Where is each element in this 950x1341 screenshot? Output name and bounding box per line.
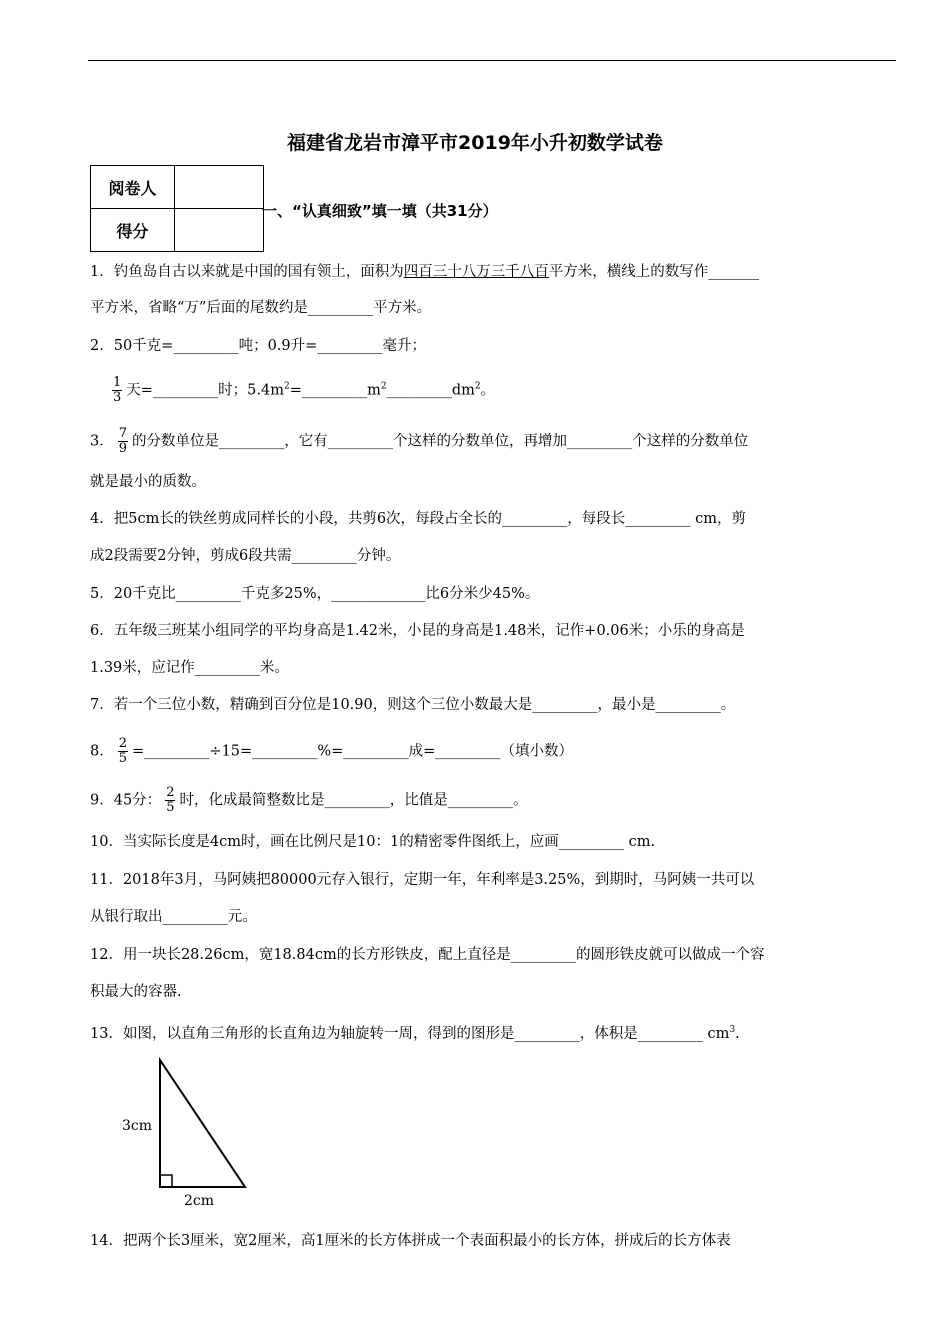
page-title: 福建省龙岩市漳平市2019年小升初数学试卷	[287, 132, 663, 154]
fraction: $\frac{7}{9}$	[118, 426, 128, 456]
question-2-line-2: $\frac{1}{3}$ 天=_________时；$5.4m^2=\_\_\_\_\_\_\_\_\_m^2\_\_\_\_\_\_\_\_\_dm^2$。	[113, 375, 496, 405]
right-angle-marker	[160, 1175, 172, 1187]
header-rule	[88, 60, 896, 61]
question-12-line-2: 积最大的容器.	[90, 984, 182, 1000]
question-11-line-2: 从银行取出_________元。	[90, 909, 257, 925]
question-9: 9．45分： $\frac{2}{5}$ 时，化成最简整数比是_________，比值是_________。	[90, 785, 528, 815]
question-5: 5．20千克比_________千克多25%，_____________比6分米少45%。	[90, 586, 540, 602]
q1-text-a: 1．钓鱼岛自古以来就是中国的国有领土，面积为	[90, 264, 404, 280]
triangle-shape	[160, 1060, 245, 1187]
score-table	[90, 165, 264, 252]
question-8: 8． $\frac{2}{5}$ =_________÷15=_________%=_________成=_________（填小数）	[90, 736, 573, 766]
right-triangle-figure	[118, 1055, 258, 1215]
score-cell	[175, 209, 264, 252]
question-6-line-2: 1.39米，应记作_________米。	[90, 660, 290, 676]
question-11-line-1: 11．2018年3月，马阿姨把80000元存入银行，定期一年，年利率是3.25%，到期时，马阿姨一共可以	[90, 872, 755, 888]
question-1-line-1	[90, 262, 759, 282]
height-label: 3cm	[122, 1118, 153, 1134]
fraction: $\frac{2}{5}$	[118, 736, 128, 766]
question-14: 14．把两个长3厘米，宽2厘米，高1厘米的长方体拼成一个表面积最小的长方体，拼成后的长方体表	[90, 1233, 731, 1249]
question-10: 10．当实际长度是4cm时，画在比例尺是10：1的精密零件图纸上，应画_________ cm.	[90, 834, 656, 850]
grader-cell	[175, 166, 264, 209]
question-4-line-1: 4．把5cm长的铁丝剪成同样长的小段，共剪6次，每段占全长的_________，每段长_________ cm，剪	[90, 511, 747, 527]
fraction: $\frac{2}{5}$	[166, 785, 175, 815]
question-12-line-1: 12．用一块长28.26cm，宽18.84cm的长方形铁皮，配上直径是_________的圆形铁皮就可以做成一个容	[90, 947, 765, 963]
question-13: 13．如图，以直角三角形的长直角边为轴旋转一周，得到的图形是_________，体积是_________ $cm^3$.	[90, 1025, 740, 1042]
question-1-line-2: 平方米，省略“万”后面的尾数约是_________平方米。	[90, 300, 432, 316]
base-label: 2cm	[184, 1193, 215, 1209]
q1-text-b: 平方米，横线上的数写作_______	[548, 264, 759, 280]
question-3-line-2: 就是最小的质数。	[90, 474, 206, 490]
question-7: 7．若一个三位小数，精确到百分位是10.90，则这个三位小数最大是_________，最小是_________。	[90, 697, 736, 713]
question-2-line-1: 2．50千克=_________吨；0.9升=_________毫升；	[90, 338, 427, 354]
grader-label: 阅卷人	[91, 166, 175, 209]
q1-underlined-number: 四百三十八万三千八百	[403, 264, 549, 280]
question-3-line-1: 3． $\frac{7}{9}$ 的分数单位是_________，它有_________个这样的分数单位，再增加_________个这样的分数单位	[90, 426, 749, 456]
section-heading: 一、“认真细致”填一填（共31分）	[262, 202, 498, 220]
score-label: 得分	[91, 209, 175, 252]
question-4-line-2: 成2段需要2分钟，剪成6段共需_________分钟。	[90, 548, 401, 564]
fraction: $\frac{1}{3}$	[113, 375, 122, 405]
question-6-line-1: 6．五年级三班某小组同学的平均身高是1.42米，小昆的身高是1.48米，记作+0.06米；小乐的身高是	[90, 623, 745, 639]
